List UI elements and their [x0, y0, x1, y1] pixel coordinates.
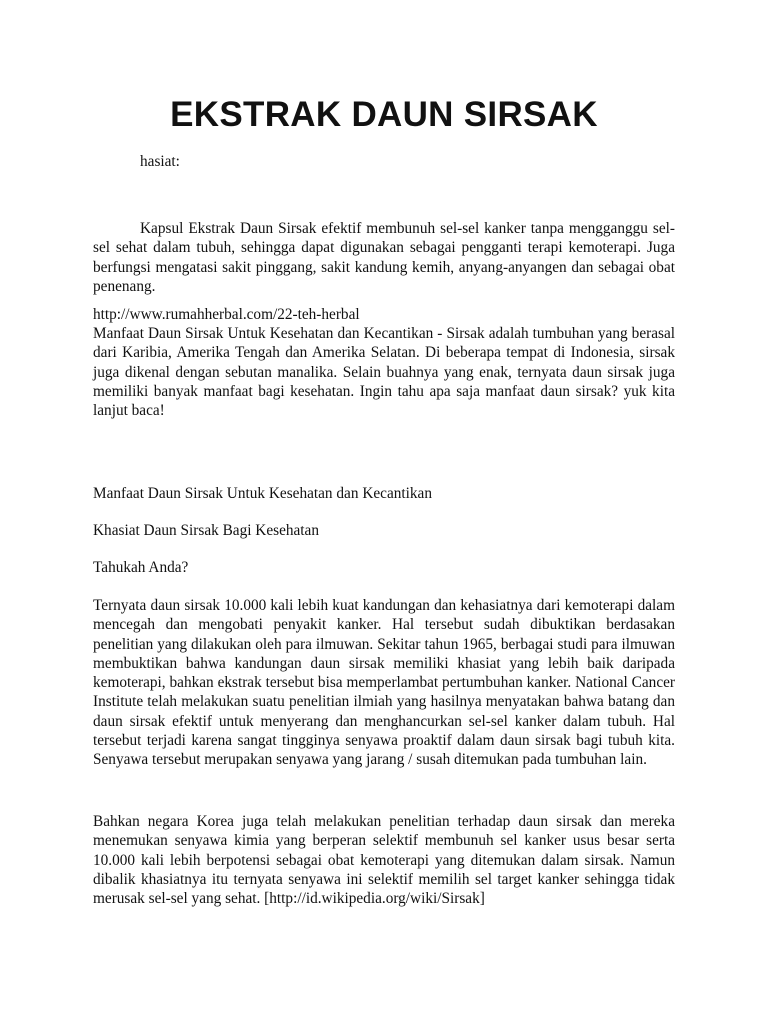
paragraph-korea-research: Bahkan negara Korea juga telah melakukan penelitian terhadap daun sirsak dan mereka menemukan senyawa kimia yang berperan selektif membunuh sel kanker usus besar serta 10.000 kali lebih berpotensi sebagai obat kemoterapi yang ditemukan dalam sirsak. Namun dibalik khasiatnya itu ternyata senyawa ini selektif memilih sel target kanker sehingga tidak merusak sel-sel yang sehat. [http://id.wikipedia.org/wiki/Sirsak] — [93, 813, 675, 908]
document-title: EKSTRAK DAUN SIRSAK — [170, 95, 598, 134]
source-url-text: http://www.rumahherbal.com/22-teh-herbal — [93, 306, 360, 323]
section-heading-manfaat: Manfaat Daun Sirsak Untuk Kesehatan dan Kecantikan — [93, 485, 432, 502]
hasiat-label: hasiat: — [140, 153, 180, 170]
paragraph-capsule-benefits: Kapsul Ekstrak Daun Sirsak efektif membunuh sel-sel kanker tanpa mengganggu sel-sel sehat dalam tubuh, sehingga dapat digunakan sebagai pengganti terapi kemoterapi. Juga berfungsi mengatasi sakit pinggang, sakit kandung kemih, anyang-anyangen dan sebagai obat penenang. — [93, 220, 675, 295]
paragraph-research-findings: Ternyata daun sirsak 10.000 kali lebih kuat kandungan dan kehasiatnya dari kemoterapi dalam mencegah dan mengobati penyakit kanker. Hal tersebut sudah dibuktikan berdasakan penelitian yang dilakukan oleh para ilmuwan. Sekitar tahun 1965, berbagai studi para ilmuwan membuktikan bahwa kandungan daun sirsak memiliki khasiat yang lebih baik daripada kemoterapi, bahkan ekstrak tersebut bisa memperlambat pertumbuhan kanker. National Cancer Institute telah melakukan suatu penelitian ilmiah yang hasilnya menyatakan bahwa batang dan daun sirsak efektif untuk menyerang dan menghancurkan sel-sel kanker dalam tubuh. Hal tersebut terjadi karena sangat tingginya senyawa proaktif dalam daun sirsak bagi tubuh kita. Senyawa tersebut merupakan senyawa yang jarang / susah ditemukan pada tumbuhan lain. — [93, 597, 675, 769]
paragraph-introduction: Manfaat Daun Sirsak Untuk Kesehatan dan Kecantikan - Sirsak adalah tumbuhan yang berasal dari Karibia, Amerika Tengah dan Amerika Selatan. Di beberapa tempat di Indonesia, sirsak juga dikenal dengan sebutan manalika. Selain buahnya yang enak, ternyata daun sirsak juga memiliki banyak manfaat bagi kesehatan. Ingin tahu apa saja manfaat daun sirsak? yuk kita lanjut baca! — [93, 325, 675, 420]
section-heading-khasiat: Khasiat Daun Sirsak Bagi Kesehatan — [93, 522, 319, 539]
section-heading-tahukah: Tahukah Anda? — [93, 559, 189, 576]
